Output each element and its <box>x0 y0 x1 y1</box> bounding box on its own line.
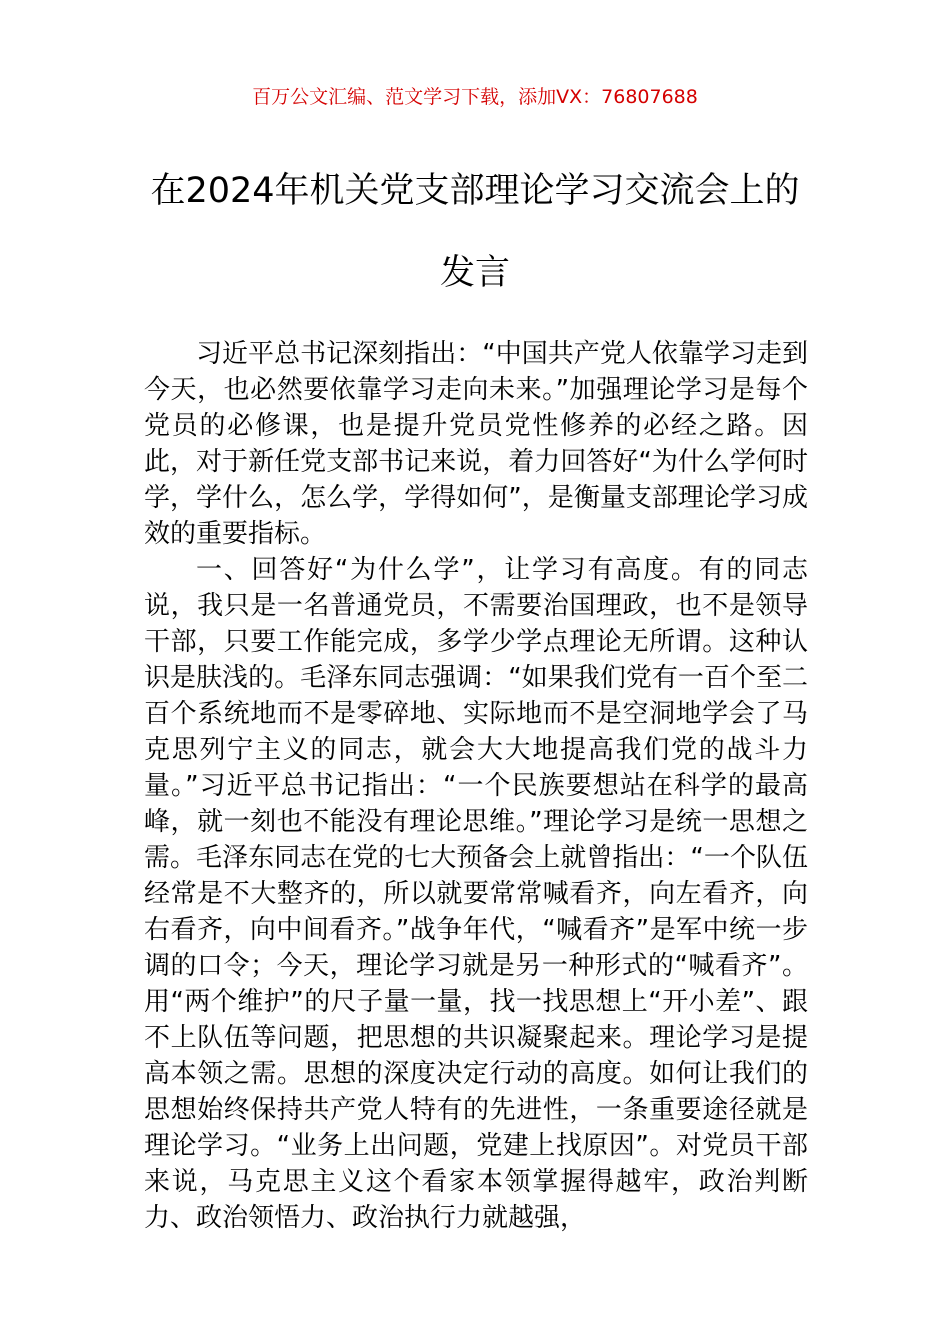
document-body <box>144 336 808 1236</box>
promo-header-text: 百万公文汇编、范文学习下载，添加VX：76807688 <box>252 86 698 108</box>
body-paragraph-2: 一、回答好“为什么学”，让学习有高度。有的同志说，我只是一名普通党员，不需要治国理政，也不是领导干部，只要工作能完成，多学少学点理论无所谓。这种认识是肤浅的。毛泽东同志强调：“如果我们党有一百个至二百个系统地而不是零碎地、实际地而不是空洞地学会了马克思列宁主义的同志，就会大大地提高我们党的战斗力量。”习近平总书记指出：“一个民族要想站在科学的最高峰，就一刻也不能没有理论思维。”理论学习是统一思想之需。毛泽东同志在党的七大预备会上就曾指出：“一个队伍经常是不大整齐的，所以就要常常喊看齐，向左看齐，向右看齐，向中间看齐。”战争年代，“喊看齐”是军中统一步调的口令；今天，理论学习就是另一种形式的“喊看齐”。用“两个维护”的尺子量一量，找一找思想上“开小差”、跟不上队伍等问题，把思想的共识凝聚起来。理论学习是提高本领之需。思想的深度决定行动的高度。如何让我们的思想始终保持共产党人特有的先进性，一条重要途径就是理论学习。“业务上出问题，党建上找原因”。对党员干部来说，马克思主义这个看家本领掌握得越牢，政治判断力、政治领悟力、政治执行力就越强， <box>144 555 808 1233</box>
document-title-line-2: 发言 <box>439 253 510 293</box>
document-title <box>140 150 810 314</box>
document-title-line-1: 在2024年机关党支部理论学习交流会上的 <box>150 171 800 211</box>
body-paragraph-1: 习近平总书记深刻指出：“中国共产党人依靠学习走到今天，也必然要依靠学习走向未来。”加强理论学习是每个党员的必修课，也是提升党员党性修养的必经之路。因此，对于新任党支部书记来说，着力回答好“为什么学何时学，学什么，怎么学，学得如何”，是衡量支部理论学习成效的重要指标。 <box>144 339 808 549</box>
